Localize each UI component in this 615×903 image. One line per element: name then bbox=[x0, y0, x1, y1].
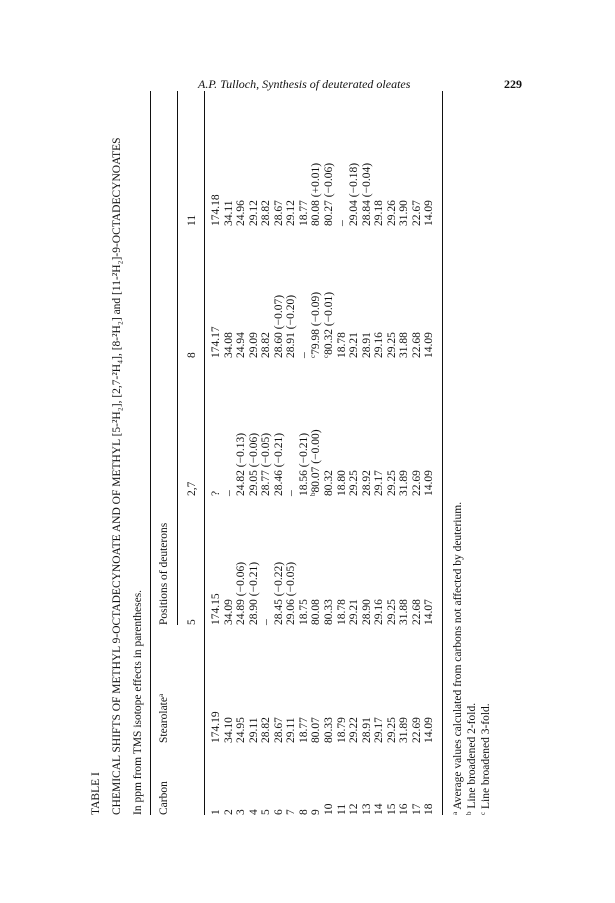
rule-top bbox=[150, 91, 151, 815]
cell-carbon: 8 bbox=[297, 809, 310, 815]
header-2-7: 2,7 bbox=[186, 481, 198, 496]
cell-11: 29.12 bbox=[285, 200, 298, 226]
cell-8: 34.08 bbox=[222, 332, 235, 358]
cell-8: 31.88 bbox=[398, 332, 411, 358]
cell-5: 22.68 bbox=[410, 599, 423, 625]
cell-5: 28.45 (−0.22) bbox=[272, 561, 285, 625]
cell-carbon: 14 bbox=[373, 803, 386, 815]
cell-2-7: 28.92 bbox=[360, 470, 373, 496]
cell-2-7: 29.25 bbox=[348, 470, 361, 496]
cell-carbon: 12 bbox=[348, 803, 361, 815]
footnote-mark: c bbox=[309, 354, 318, 358]
cell-stearolate: 22.69 bbox=[410, 717, 423, 743]
cell-carbon: 4 bbox=[247, 809, 260, 815]
cell-2-7: 29.25 bbox=[385, 470, 398, 496]
cell-2-7: 18.56 (−0.21) bbox=[297, 432, 310, 496]
cell-2-7: 31.89 bbox=[398, 470, 411, 496]
cell-carbon: 18 bbox=[423, 803, 436, 815]
cell-11: 28.82 bbox=[260, 200, 273, 226]
cell-11: 24.96 bbox=[235, 200, 248, 226]
cell-5: 80.33 bbox=[322, 599, 335, 625]
cell-11: 80.27 (−0.06) bbox=[322, 162, 335, 226]
cell-11: 29.26 bbox=[385, 200, 398, 226]
cell-stearolate: 29.11 bbox=[247, 717, 260, 743]
cell-carbon: 1 bbox=[210, 809, 222, 815]
cell-5: 28.90 (−0.21) bbox=[247, 561, 260, 625]
cell-8: $^c$79.98 (−0.09) bbox=[309, 291, 323, 358]
cell-11: 22.67 bbox=[410, 200, 423, 226]
cell-8: 28.91 bbox=[360, 332, 373, 358]
header-stearolate: Stearolate$^a$ bbox=[157, 693, 170, 743]
cell-stearolate: 31.89 bbox=[398, 717, 411, 743]
cell-carbon: 2 bbox=[222, 809, 235, 815]
cell-11: 29.04 (−0.18) bbox=[348, 162, 361, 226]
cell-carbon: 6 bbox=[272, 809, 285, 815]
cell-8: – bbox=[297, 352, 310, 358]
header-positions-of-deuterons: Positions of deuterons bbox=[158, 522, 170, 625]
cell-stearolate: 28.67 bbox=[272, 717, 285, 743]
cell-5: 34.09 bbox=[222, 599, 235, 625]
cell-2-7: 24.82 (−0.13) bbox=[235, 432, 248, 496]
cell-11: 31.90 bbox=[398, 200, 411, 226]
cell-8: 22.68 bbox=[410, 332, 423, 358]
cell-stearolate: 34.10 bbox=[222, 717, 235, 743]
header-5: 5 bbox=[186, 619, 198, 625]
cell-8: $^c$80.32 (−0.01) bbox=[321, 291, 335, 358]
cell-stearolate: 29.22 bbox=[348, 717, 361, 743]
cell-stearolate: 80.07 bbox=[310, 717, 323, 743]
cell-carbon: 17 bbox=[410, 803, 423, 815]
cell-11: 80.08 (+0.01) bbox=[310, 162, 323, 226]
cell-2-7: 14.09 bbox=[423, 470, 436, 496]
header-8: 8 bbox=[186, 352, 198, 358]
cell-carbon: 5 bbox=[260, 809, 273, 815]
cell-5: 24.89 (−0.06) bbox=[235, 561, 248, 625]
cell-11: 18.77 bbox=[297, 200, 310, 226]
footnote-b: $^b$ Line broadened 2-fold. bbox=[465, 702, 478, 815]
cell-5: 28.90 bbox=[360, 599, 373, 625]
cell-stearolate: 29.25 bbox=[385, 717, 398, 743]
cell-stearolate: 24.95 bbox=[235, 717, 248, 743]
cell-carbon: 3 bbox=[235, 809, 248, 815]
cell-stearolate: 29.11 bbox=[285, 717, 298, 743]
table-label: TABLE I bbox=[90, 772, 102, 815]
cell-8: 29.25 bbox=[385, 332, 398, 358]
cell-carbon: 7 bbox=[285, 809, 298, 815]
footnote-mark: c bbox=[321, 354, 330, 358]
cell-11: 14.09 bbox=[423, 200, 436, 226]
cell-8: 14.09 bbox=[423, 332, 436, 358]
cell-8: 18.78 bbox=[335, 332, 348, 358]
footnote-a: $^a$ Average values calculated from carbons not affected by deuterium. bbox=[451, 501, 464, 815]
cell-11: 28.67 bbox=[272, 200, 285, 226]
cell-2-7: 28.77 (−0.05) bbox=[260, 432, 273, 496]
cell-2-7: 22.69 bbox=[410, 470, 423, 496]
cell-5: 31.88 bbox=[398, 599, 411, 625]
cell-stearolate: 80.33 bbox=[322, 717, 335, 743]
cell-2-7: 29.05 (−0.06) bbox=[247, 432, 260, 496]
cell-2-7: ? bbox=[210, 490, 222, 496]
rule-group bbox=[177, 91, 178, 625]
cell-8: 28.82 bbox=[260, 332, 273, 358]
cell-11: 174.18 bbox=[210, 194, 222, 226]
table-title: CHEMICAL SHIFTS OF METHYL 9-OCTADECYNOATE AND OF METHYL [5-²H₂], [2,7-²H₄], [8-²H₂] and [11-²H₂]-9-OCTADECYNOATES bbox=[111, 137, 123, 815]
cell-11: 29.12 bbox=[247, 200, 260, 226]
footnote-mark: b bbox=[309, 492, 318, 496]
rule-head bbox=[204, 91, 205, 815]
page-number: 229 bbox=[504, 77, 522, 91]
cell-2-7: 18.80 bbox=[335, 470, 348, 496]
cell-8: 29.16 bbox=[373, 332, 386, 358]
cell-stearolate: 18.77 bbox=[297, 717, 310, 743]
cell-11: 34.11 bbox=[222, 200, 235, 226]
cell-carbon: 13 bbox=[360, 803, 373, 815]
cell-2-7: $^b$80.07 (−0.00) bbox=[309, 429, 323, 496]
header-11: 11 bbox=[186, 214, 198, 226]
cell-2-7: 28.46 (−0.21) bbox=[272, 432, 285, 496]
cell-5: 80.08 bbox=[310, 599, 323, 625]
running-head: A.P. Tulloch, Synthesis of deuterated oleates bbox=[198, 77, 411, 91]
cell-stearolate: 18.79 bbox=[335, 717, 348, 743]
cell-5: 18.75 bbox=[297, 599, 310, 625]
cell-5: – bbox=[260, 619, 273, 625]
cell-5: 18.78 bbox=[335, 599, 348, 625]
cell-8: 29.09 bbox=[247, 332, 260, 358]
cell-stearolate: 29.17 bbox=[373, 717, 386, 743]
cell-8: 24.94 bbox=[235, 332, 248, 358]
cell-8: 29.21 bbox=[348, 332, 361, 358]
cell-5: 29.06 (−0.05) bbox=[285, 561, 298, 625]
cell-2-7: 29.17 bbox=[373, 470, 386, 496]
cell-11: – bbox=[335, 220, 348, 226]
cell-8: 28.60 (−0.07) bbox=[272, 294, 285, 358]
cell-5: 29.21 bbox=[348, 599, 361, 625]
cell-carbon: 15 bbox=[385, 803, 398, 815]
cell-5: 29.16 bbox=[373, 599, 386, 625]
cell-carbon: 16 bbox=[398, 803, 411, 815]
cell-11: 28.84 (−0.04) bbox=[360, 162, 373, 226]
cell-carbon: 11 bbox=[335, 803, 348, 815]
cell-5: 174.15 bbox=[210, 593, 222, 625]
cell-stearolate: 28.91 bbox=[360, 717, 373, 743]
cell-carbon: 9 bbox=[310, 809, 323, 815]
cell-stearolate: 14.09 bbox=[423, 717, 436, 743]
cell-11: 29.18 bbox=[373, 200, 386, 226]
cell-stearolate: 174.19 bbox=[210, 711, 222, 743]
table-subtitle: In ppm from TMS isotope effects in parentheses. bbox=[132, 589, 144, 815]
cell-2-7: – bbox=[285, 490, 298, 496]
header-carbon: Carbon bbox=[158, 781, 170, 815]
cell-2-7: – bbox=[222, 490, 235, 496]
cell-5: 29.25 bbox=[385, 599, 398, 625]
cell-2-7: 80.32 bbox=[322, 470, 335, 496]
cell-8: 174.17 bbox=[210, 326, 222, 358]
cell-8: 28.91 (−0.20) bbox=[285, 294, 298, 358]
cell-stearolate: 28.82 bbox=[260, 717, 273, 743]
cell-5: 14.07 bbox=[423, 599, 436, 625]
cell-carbon: 10 bbox=[322, 803, 335, 815]
rule-bottom bbox=[442, 91, 443, 815]
footnote-c: $^c$ Line broadened 3-fold. bbox=[479, 703, 492, 815]
